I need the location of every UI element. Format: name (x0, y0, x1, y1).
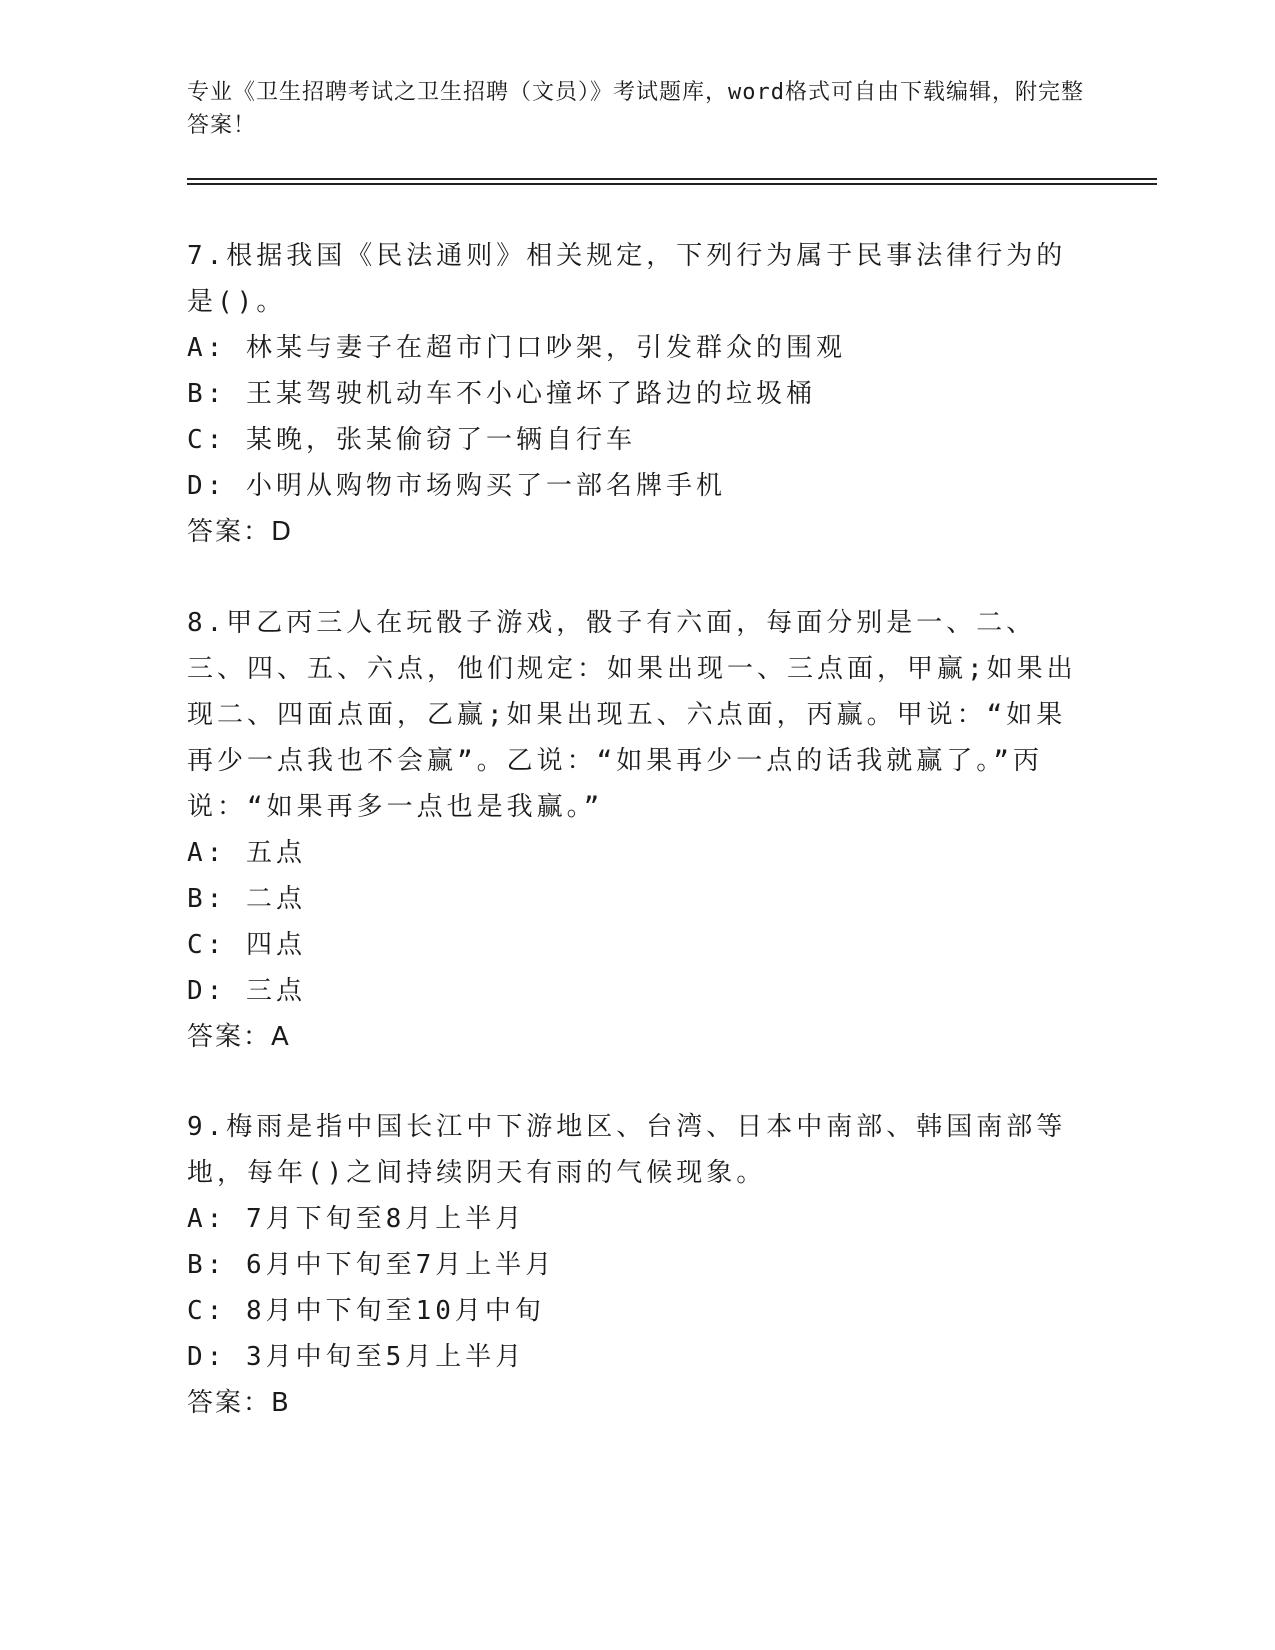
question-7 (187, 233, 1087, 555)
option-b: B: 6月中下旬至7月上半月 (187, 1250, 556, 1280)
option-c: C: 四点 (187, 930, 306, 960)
option-a: A: 7月下旬至8月上半月 (187, 1204, 526, 1234)
question-9 (187, 1104, 1087, 1426)
option-d: D: 3月中旬至5月上半月 (187, 1342, 526, 1372)
question-stem: 8.甲乙丙三人在玩骰子游戏，骰子有六面，每面分别是一、二、三、四、五、六点，他们规定：如果出现一、三点面，甲赢;如果出现二、四面点面，乙赢;如果出现五、六点面，丙赢。甲说：“如果再少一点我也不会赢”。乙说：“如果再少一点的话我就赢了。”丙说：“如果再多一点也是我赢。” (187, 608, 1077, 822)
option-d: D: 三点 (187, 976, 306, 1006)
option-c: C: 8月中下旬至10月中旬 (187, 1296, 545, 1326)
option-a: A: 五点 (187, 838, 306, 868)
answer: 答案：D (187, 517, 294, 547)
answer: 答案：B (187, 1388, 291, 1418)
option-d: D: 小明从购物市场购买了一部名牌手机 (187, 471, 726, 501)
question-8 (187, 600, 1087, 1060)
option-b: B: 二点 (187, 884, 306, 914)
header-divider-top (187, 178, 1157, 180)
question-stem: 9.梅雨是指中国长江中下游地区、台湾、日本中南部、韩国南部等地，每年()之间持续阴天有雨的气候现象。 (187, 1112, 1067, 1188)
option-a: A: 林某与妻子在超市门口吵架，引发群众的围观 (187, 333, 846, 363)
document-header: 专业《卫生招聘考试之卫生招聘（文员）》考试题库，word格式可自由下载编辑，附完整答案！ (187, 80, 1084, 138)
option-b: B: 王某驾驶机动车不小心撞坏了路边的垃圾桶 (187, 379, 816, 409)
header-divider-bottom (187, 183, 1157, 185)
question-stem: 7.根据我国《民法通则》相关规定，下列行为属于民事法律行为的是()。 (187, 241, 1067, 317)
answer: 答案：A (187, 1022, 291, 1052)
option-c: C: 某晚，张某偷窃了一辆自行车 (187, 425, 636, 455)
